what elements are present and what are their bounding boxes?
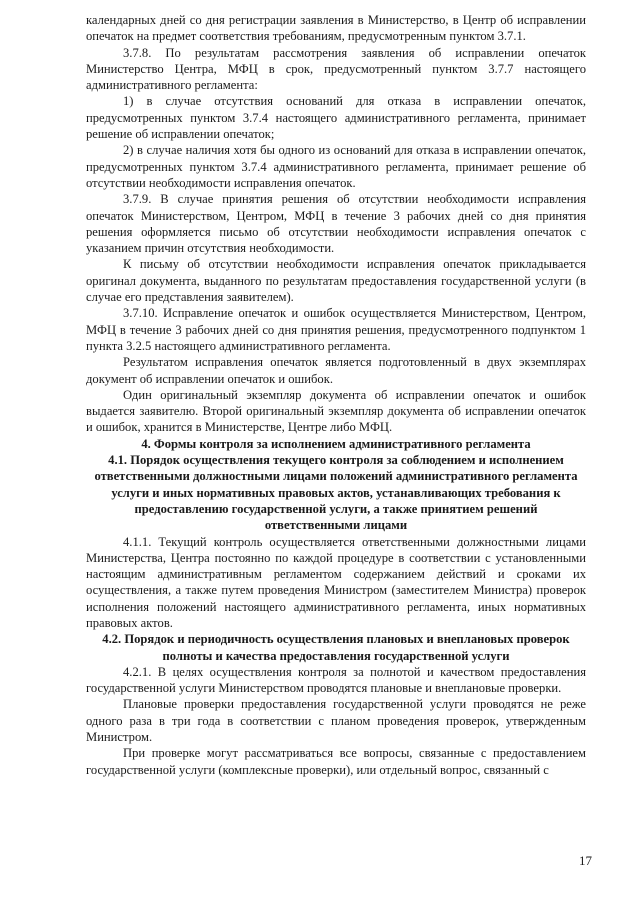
section-heading-4-1: 4.1. Порядок осуществления текущего контроля за соблюдением и исполнением ответственными должностными лицами положений административного регламента услуги и иных нормативных правовых актов, устанавливающих требования к предоставлению государственной услуги, а также принятием решений ответственными лицами bbox=[94, 453, 578, 533]
paragraph: 3.7.8. По результатам рассмотрения заявления об исправлении опечаток Министерство Центра, МФЦ в срок, предусмотренный пунктом 3.7.7 настоящего административного регламента: bbox=[86, 45, 586, 93]
paragraph: К письму об отсутствии необходимости исправления опечаток прикладывается оригинал документа, выданного по результатам предоставления государственной услуги (в случае его представления заявителем). bbox=[86, 257, 586, 305]
paragraph: 3.7.9. В случае принятия решения об отсутствии необходимости исправления опечаток Министерством, Центром, МФЦ в течение 3 рабочих дней со дня принятия решения оформляется письмо об отсутствии необходимости исправления опечаток с указанием причин отсутствия необходимости. bbox=[86, 192, 586, 256]
paragraph: календарных дней со дня регистрации заявления в Министерство, в Центр об исправлении опечаток на предмет соответствия требованиям, предусмотренным пунктом 3.7.1. bbox=[86, 13, 586, 44]
paragraph: 3.7.10. Исправление опечаток и ошибок осуществляется Министерством, Центром, МФЦ в течение 3 рабочих дней со дня принятия решения, предусмотренного подпунктом 1 пункта 3.2.5 настоящего административного регламента. bbox=[86, 306, 586, 353]
page-content bbox=[86, 12, 586, 778]
paragraph: Плановые проверки предоставления государственной услуги проводятся не реже одного раза в три года в соответствии с планом проведения проверок, утвержденным Министром. bbox=[86, 697, 586, 745]
section-heading-4-2: 4.2. Порядок и периодичность осуществления плановых и внеплановых проверок полноты и качества предоставления государственной услуги bbox=[102, 632, 570, 663]
paragraph: Результатом исправления опечаток является подготовленный в двух экземплярах документ об исправлении опечаток и ошибок. bbox=[86, 355, 586, 386]
paragraph: Один оригинальный экземпляр документа об исправлении опечаток и ошибок выдается заявителю. Второй оригинальный экземпляр документа об исправлении опечаток и ошибок, хранится в Министерстве, Центре либо МФЦ. bbox=[86, 387, 586, 435]
paragraph-4-1-1: 4.1.1. Текущий контроль осуществляется ответственными должностными лицами Министерства, Центра постоянно по каждой процедуре в соответствии с установленными настоящим административным регламентом содержанием действий и сроками их осуществления, а также путем проведения Министром (заместителем Министра) проверок исполнения положений настоящего административного регламента, иных нормативных правовых актов. bbox=[86, 534, 586, 630]
section-heading-4: 4. Формы контроля за исполнением административного регламента bbox=[141, 436, 531, 451]
page-number: 17 bbox=[579, 853, 592, 868]
paragraph: 1) в случае отсутствия оснований для отказа в исправлении опечаток, предусмотренных пунктом 3.7.4 настоящего административного регламента, принимает решение об исправлении опечаток; bbox=[86, 94, 586, 142]
paragraph-4-2-1: 4.2.1. В целях осуществления контроля за полнотой и качеством предоставления государственной услуги Министерством проводятся плановые и внеплановые проверки. bbox=[86, 664, 586, 696]
paragraph: При проверке могут рассматриваться все вопросы, связанные с предоставлением государственной услуги (комплексные проверки), или отдельный вопрос, связанный с bbox=[86, 746, 586, 777]
paragraph: 2) в случае наличия хотя бы одного из оснований для отказа в исправлении опечаток, предусмотренных пунктом 3.7.4 административного регламента, принимает решение об отсутствии необходимости исправления опечаток. bbox=[86, 143, 586, 190]
